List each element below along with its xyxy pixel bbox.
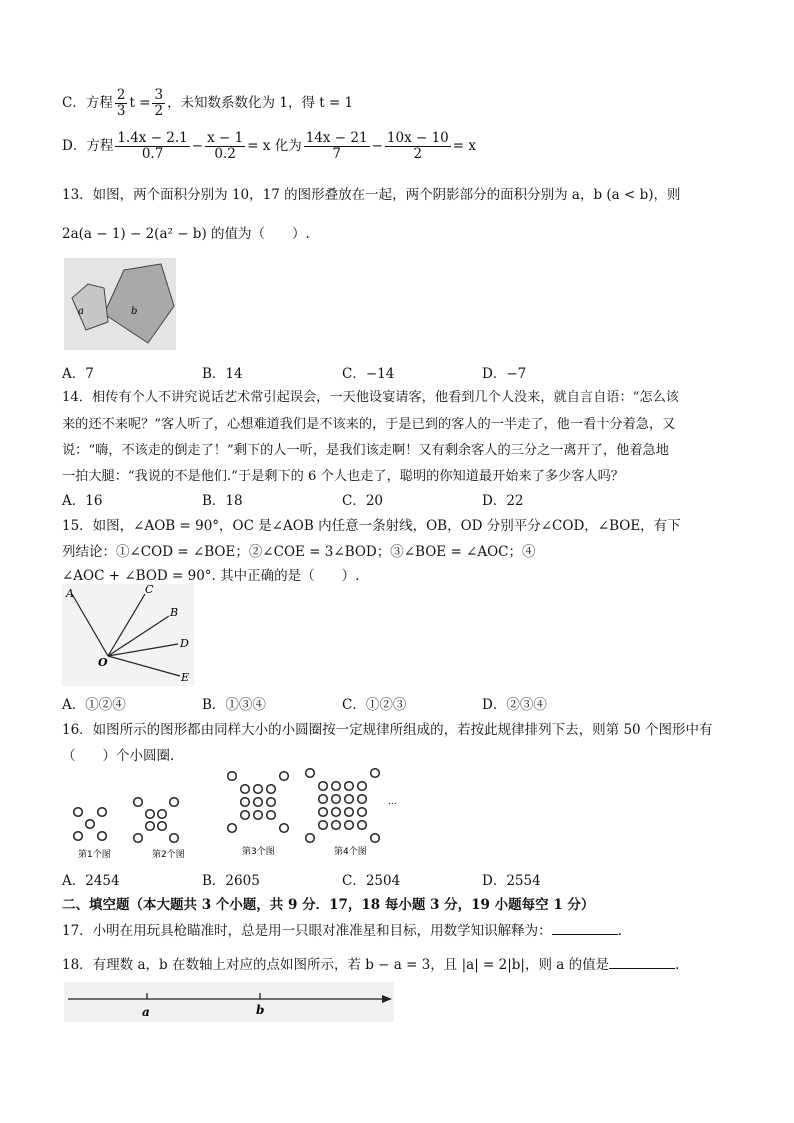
q12-d-fraction-1: $\frac{1.4x - 2.1}{0.7}$ [117,130,188,162]
q17-text: 17．小明在用玩具枪瞄准时，总是用一只眼对准准星和目标，用数学知识解释为： [62,923,552,939]
q18-number-line-figure [64,982,394,1022]
small-circle [267,811,276,820]
q16-caption-2: 第2个图 [152,850,185,860]
small-circle [267,785,276,794]
q16-option-c: C．2504 [342,873,401,889]
small-circle [146,810,155,819]
small-circle [319,821,328,830]
q15-figure-bg [62,584,194,686]
q13-option-c: C．−14 [342,366,395,382]
q12-d-fraction-2: $\frac{x - 1}{0.2}$ [207,130,244,162]
small-circle [280,824,289,833]
q15-angle-figure [62,584,194,686]
q12-option-d [62,131,476,162]
small-circle [332,782,341,791]
small-circle [345,808,354,817]
small-circle [228,772,237,781]
q14-option-d: D．22 [482,493,524,509]
q13-figure [64,258,176,350]
small-circle [158,810,167,819]
small-circle [228,824,237,833]
small-circle [371,769,380,778]
q13-label-a: a [78,306,84,317]
small-circle [241,798,250,807]
q16-option-a: A．2454 [62,873,120,889]
small-circle [86,820,95,829]
small-circle [170,798,179,807]
q12-c-t: t = [129,95,151,111]
q12-d-mid: = x 化为 [247,138,302,154]
small-circle [254,785,263,794]
q13-option-a: A．7 [62,366,94,382]
q13-option-d: D．−7 [482,366,527,382]
small-circle [254,811,263,820]
q12-d-minus-2: − [371,138,383,154]
small-circle [332,808,341,817]
small-circle [134,798,143,807]
q14-option-c: C．20 [342,493,384,509]
q13-line-2: 2a(a − 1) − 2(a² − b) 的值为（ ）. [62,226,310,242]
q16-circle-pattern-figure [64,764,404,864]
q18-line [62,953,679,973]
q16-circles [74,769,380,843]
small-circle [345,782,354,791]
small-circle [319,808,328,817]
q15-label-b: B [170,606,179,619]
q16-option-d: D．2554 [482,873,541,889]
q15-line-1: 15．如图，∠AOB = 90°，OC 是∠AOB 内任意一条射线，OB，OD 分别平分∠COD，∠BOE，有下 [62,518,681,534]
small-circle [241,811,250,820]
small-circle [358,808,367,817]
q16-line-1: 16．如图所示的图形都由同样大小的小圆圈按一定规律所组成的，若按此规律排列下去，则第 50 个图形中有 [62,722,713,738]
q17-answer-blank[interactable] [552,922,618,935]
small-circle [306,769,315,778]
small-circle [241,785,250,794]
q15-option-c: C．①②③ [342,697,407,713]
q14-line-3: 说：“嗨，不该走的倒走了！”剩下的人一听，是我们该走啊！又有剩余客人的三分之一离开了，他着急地 [62,443,669,458]
q16-caption-3: 第3个图 [242,847,275,857]
q12-c-tail: ，未知数系数化为 1，得 t = 1 [167,95,354,111]
small-circle [146,822,155,831]
small-circle [306,834,315,843]
q15-label-o: O [98,656,108,669]
q16-caption-1: 第1个图 [78,850,111,860]
q12-d-label: D．方程 [62,138,114,154]
section-2-title: 二、填空题（本大题共 3 个小题，共 9 分．17，18 每小题 3 分，19 小题每空 1 分） [62,897,595,913]
q12-d-minus: − [191,138,204,154]
q15-label-c: C [145,584,154,596]
q14-line-2: 来的还不来呢？”客人听了，心想难道我们是不该来的，于是已到的客人的一半走了，他一看十分着急，又 [62,417,676,432]
q12-d-end: = x [452,138,476,154]
q15-option-d: D．②③④ [482,697,547,713]
q18-figure-bg [64,982,394,1022]
q14-option-b: B．18 [202,493,243,509]
q12-c-fraction-1: $\frac{2}{3}$ [116,87,126,119]
q14-option-a: A．16 [62,493,103,509]
q13-line-1: 13．如图，两个面积分别为 10，17 的图形叠放在一起，两个阴影部分的面积分别为 a，b (a < b)，则 [62,187,681,203]
q14-line-4: 一拍大腿：“我说的不是他们.”于是剩下的 6 个人也走了，聪明的你知道最开始来了多少客人吗？ [62,469,624,484]
q18-answer-blank[interactable] [609,956,675,969]
q16-ellipsis: ... [388,797,397,807]
q13-option-b: B．14 [202,366,243,382]
small-circle [332,821,341,830]
q15-label-a: A [66,587,74,600]
q16-line-2: （ ）个小圆圈. [62,748,175,764]
q12-c-fraction-2: $\frac{3}{2}$ [154,87,164,119]
q15-label-d: D [180,637,189,650]
small-circle [345,795,354,804]
q12-c-label: C．方程 [62,95,113,111]
q17-line [62,919,622,939]
q15-label-e: E [181,671,190,684]
small-circle [371,834,380,843]
small-circle [332,795,341,804]
q15-option-a: A．①②④ [62,697,126,713]
small-circle [158,822,167,831]
q18-end: . [675,957,680,973]
small-circle [267,798,276,807]
q12-d-fraction-4: $\frac{10x - 10}{2}$ [386,130,449,162]
small-circle [134,834,143,843]
small-circle [254,798,263,807]
small-circle [319,782,328,791]
q16-caption-4: 第4个图 [334,847,367,857]
small-circle [358,782,367,791]
small-circle [74,832,83,841]
small-circle [280,772,289,781]
q15-line-2: 列结论：①∠COD = ∠BOE；②∠COE = 3∠BOD；③∠BOE = ∠AOC；④ [62,544,536,560]
q16-option-b: B．2605 [202,873,260,889]
q18-label-b: b [256,1003,265,1017]
small-circle [74,808,83,817]
q12-option-c [62,88,353,119]
q17-end: . [617,923,622,939]
q18-label-a: a [142,1005,150,1019]
q12-d-fraction-3: $\frac{14x - 21}{7}$ [305,130,368,162]
q15-line-3: ∠AOC + ∠BOD = 90°. 其中正确的是（ ）. [62,568,360,584]
q18-text: 18．有理数 a，b 在数轴上对应的点如图所示，若 b − a = 3，且 |a| = 2|b|，则 a 的值是 [62,957,610,973]
q13-label-b: b [131,306,138,317]
q15-option-b: B．①③④ [202,697,266,713]
q14-line-1: 14．相传有个人不讲究说话艺术常引起误会，一天他设宴请客，他看到几个人没来，就自言自语：“怎么该 [62,390,679,405]
small-circle [358,821,367,830]
small-circle [98,832,107,841]
small-circle [345,821,354,830]
small-circle [358,795,367,804]
small-circle [170,834,179,843]
small-circle [319,795,328,804]
small-circle [98,808,107,817]
